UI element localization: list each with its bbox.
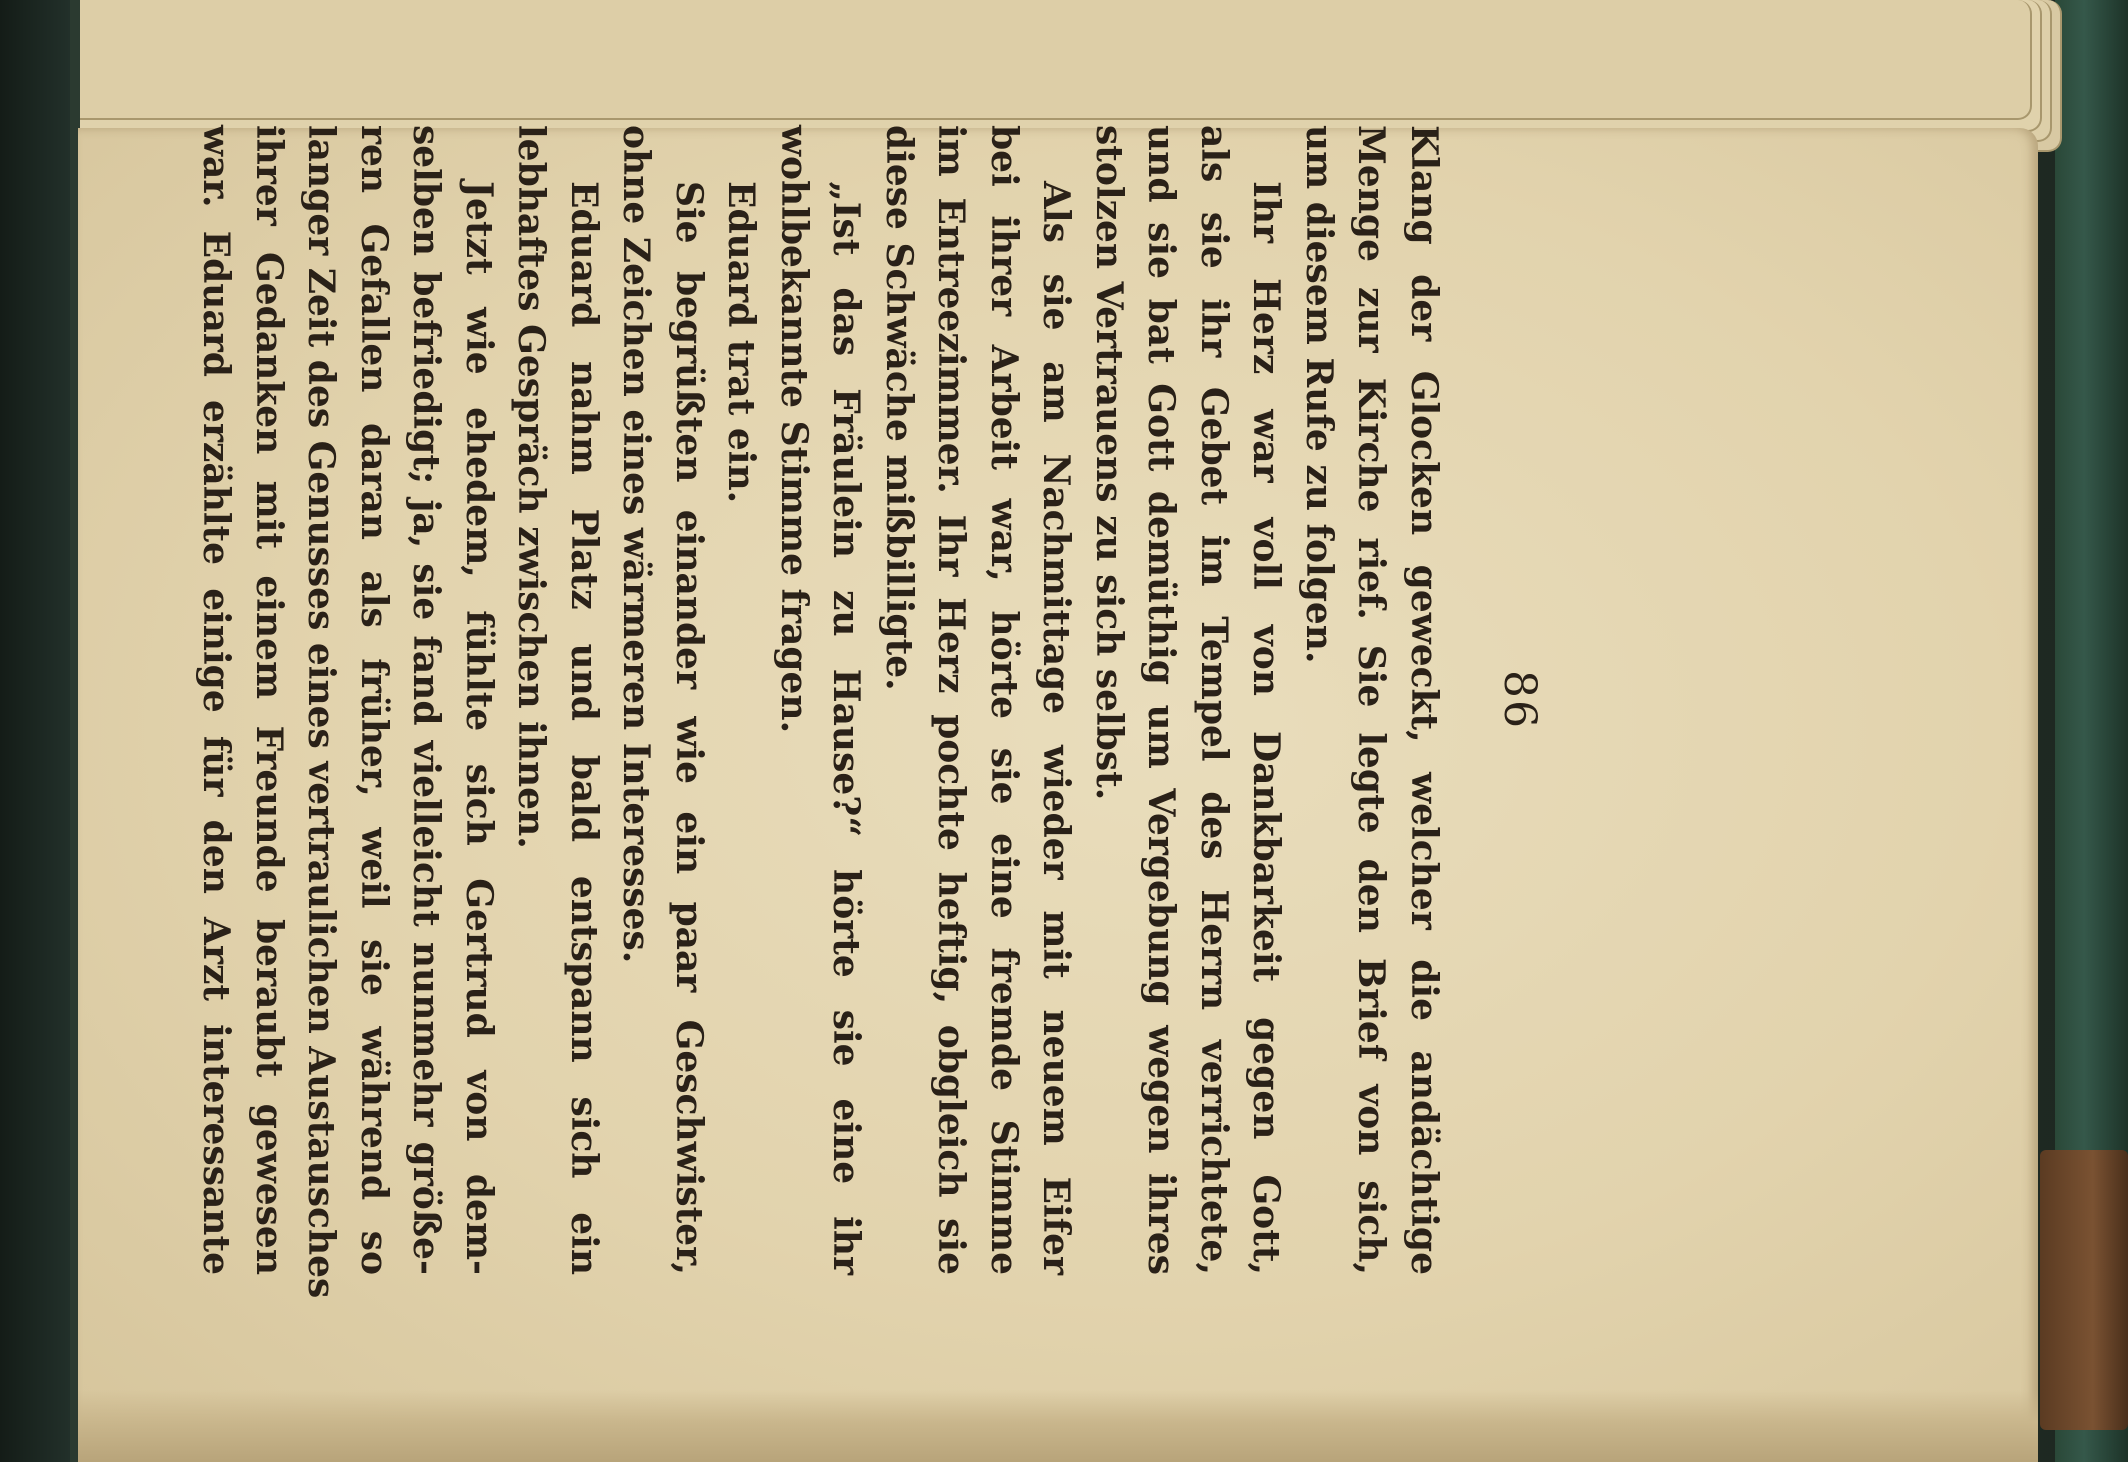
book-cover-left: [0, 0, 70, 1462]
text-line: Als sie am Nachmittage wieder mit neuem Eifer: [1035, 181, 1078, 1275]
text-line: lebhaftes Gespräch zwischen ihnen.: [510, 125, 553, 849]
text-line: ohne Zeichen eines wärmeren Interesses.: [615, 125, 658, 964]
text-line: Jetzt wie ehedem, fühlte sich Gertrud von dem-: [458, 181, 500, 1275]
text-line: Eduard trat ein.: [720, 181, 763, 504]
text-line: wohlbekannte Stimme fragen.: [773, 125, 815, 734]
page-body: [190, 125, 1450, 1299]
page-edge: [80, 0, 2032, 120]
text-line: bei ihrer Arbeit war, hörte sie eine fremde Stimme: [983, 125, 1025, 1275]
text-line: selben befriedigt; ja, sie fand vielleicht nunmehr größe-: [405, 125, 448, 1275]
text-line: Menge zur Kirche rief. Sie legte den Brief von sich,: [1350, 125, 1393, 1275]
page-text-block: [195, 125, 1545, 1299]
cover-worn-edge: [2040, 1150, 2128, 1430]
text-line: „Ist das Fräulein zu Hause?“ hörte sie eine ihr: [825, 181, 868, 1275]
text-line: ren Gefallen daran als früher, weil sie während so: [353, 125, 395, 1275]
text-line: Sie begrüßten einander wie ein paar Geschwister,: [668, 181, 710, 1275]
text-line: Eduard nahm Platz und bald entspann sich ein: [563, 181, 605, 1275]
page-gutter-shadow: [78, 1390, 2038, 1462]
text-line: war. Eduard erzählte einige für den Arzt interessante: [195, 125, 238, 1275]
text-line: ihrer Gedanken mit einem Freunde beraubt gewesen: [248, 125, 290, 1275]
text-line: Klang der Glocken geweckt, welcher die andächtige: [1403, 125, 1445, 1275]
text-line: und sie bat Gott demüthig um Vergebung wegen ihres: [1140, 125, 1183, 1275]
text-line: langer Zeit des Genusses eines vertraulichen Austausches: [300, 125, 343, 1299]
text-line: als sie ihr Gebet im Tempel des Herrn verrichtete,: [1193, 125, 1235, 1275]
text-line: Ihr Herz war voll von Dankbarkeit gegen Gott,: [1245, 181, 1288, 1275]
text-line: im Entreezimmer. Ihr Herz pochte heftig, obgleich sie: [930, 125, 973, 1275]
text-line: diese Schwäche mißbilligte.: [878, 125, 920, 691]
text-line: stolzen Vertrauens zu sich selbst.: [1088, 125, 1130, 801]
text-line: um diesem Rufe zu folgen.: [1298, 125, 1340, 664]
page-number: 86: [1494, 670, 1545, 730]
